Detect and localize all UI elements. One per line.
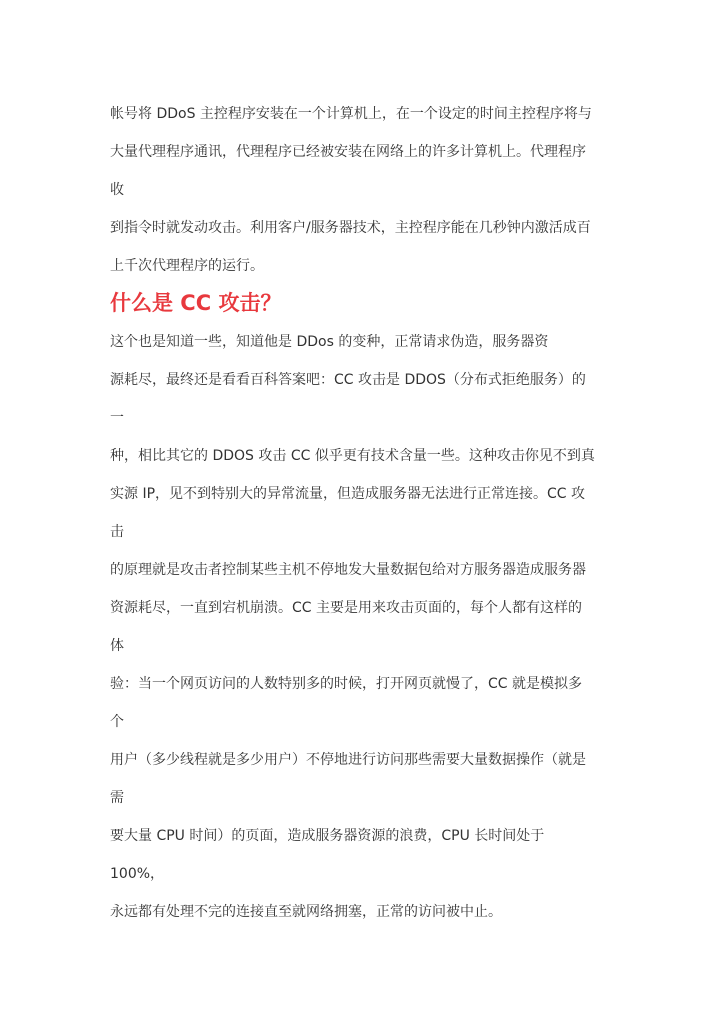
paragraph-line: 体 bbox=[110, 638, 124, 654]
paragraph-line: 需 bbox=[110, 790, 124, 806]
paragraph-line: 100%， bbox=[110, 866, 165, 882]
paragraph-line: 帐号将 DDoS 主控程序安装在一个计算机上，在一个设定的时间主控程序将与 bbox=[110, 106, 592, 122]
paragraph-line: 实源 IP，见不到特别大的异常流量，但造成服务器无法进行正常连接。CC 攻 bbox=[110, 486, 586, 502]
section-heading: 什么是 CC 攻击？ bbox=[110, 291, 282, 315]
paragraph-line: 用户（多少线程就是多少用户）不停地进行访问那些需要大量数据操作（就是 bbox=[110, 752, 586, 768]
paragraph-line: 到指令时就发动攻击。利用客户/服务器技术，主控程序能在几秒钟内激活成百 bbox=[110, 220, 591, 236]
paragraph-line: 要大量 CPU 时间）的页面，造成服务器资源的浪费，CPU 长时间处于 bbox=[110, 828, 545, 844]
paragraph-line: 资源耗尽，一直到宕机崩溃。CC 主要是用来攻击页面的，每个人都有这样的 bbox=[110, 600, 582, 616]
paragraph-line: 验：当一个网页访问的人数特别多的时候，打开网页就慢了，CC 就是模拟多 bbox=[110, 676, 582, 692]
paragraph-line: 的原理就是攻击者控制某些主机不停地发大量数据包给对方服务器造成服务器 bbox=[110, 562, 586, 578]
paragraph-line: 源耗尽，最终还是看看百科答案吧：CC 攻击是 DDOS（分布式拒绝服务）的 bbox=[110, 372, 586, 388]
paragraph-line: 这个也是知道一些，知道他是 DDos 的变种，正常请求伪造，服务器资 bbox=[110, 334, 549, 350]
paragraph-line: 收 bbox=[110, 182, 124, 198]
paragraph-line: 上千次代理程序的运行。 bbox=[110, 258, 264, 274]
paragraph-line: 永远都有处理不完的连接直至就网络拥塞，正常的访问被中止。 bbox=[110, 904, 502, 920]
paragraph-line: 个 bbox=[110, 714, 124, 730]
paragraph-line: 种，相比其它的 DDOS 攻击 CC 似乎更有技术含量一些。这种攻击你见不到真 bbox=[110, 448, 595, 464]
paragraph-line: 大量代理程序通讯，代理程序已经被安装在网络上的许多计算机上。代理程序 bbox=[110, 144, 586, 160]
paragraph-line: 击 bbox=[110, 524, 124, 540]
paragraph-line: 一 bbox=[110, 410, 124, 426]
